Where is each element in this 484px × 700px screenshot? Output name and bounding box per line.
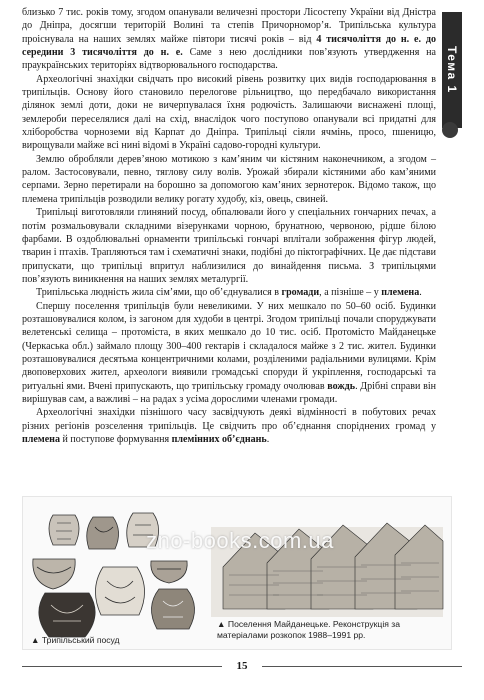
text-run: Археологічні знахідки пізнішого часу засвідчують деякі відмінності в побутових речах різних регіонів розселення трипільців. Це свідчить про об’єднання споріднених громад у: [22, 407, 436, 432]
text-run: . Дрібні справи він вирішував сам, а важливі – на радах з усіма дорослими членами громади.: [22, 380, 436, 405]
text-run: Трипільська людність жила сім’ями, що об’єднувалися в: [36, 287, 282, 299]
text-run: Спершу поселення трипільців були невеликими. У них мешкало по 50–60 осіб. Будинки розташовувалися колом, із загоном для худоби в центрі. Згодом трипільці почали споруджувати велетенські селища – протоміста, в яких мешкало до 10 тис. осіб. Протомісто Майданецьке (Черкаська обл.) займало площу 300–400 гектарів і складалося майже з 2 тис. жител. Будинки розташовувалися десятьма концентричними колами, розділеними радіальними вулицями. Крім двоповерхових жител, археологи виявили громадські споруди й укріплення, господарські та ритуальні ями. Вчені припускають, що трипільську громаду очолював: [22, 300, 436, 392]
page-number: 15: [236, 660, 248, 672]
bold-term: племінних об’єднань: [171, 434, 267, 445]
text-run: Трипільці виготовляли глиняний посуд, обпалювали його у спеціальних гончарних печах, а потім розмальовували складними візерунками чорною, брунатною, червоною, рідше білою фарбами. В оздоблювальні орнаменти трипільські гончарі вплітали зображення фігур людей, тварин і птахів. Трапляються там і схематичні знаки, подібні до піктографічних. Це дає підстави припускати, що трипільці впритул наблизилися до винайдення письма. З трипільцями пов’язують виникнення на наших землях металургії.: [22, 207, 436, 285]
paragraph: [22, 300, 436, 407]
paragraph: [22, 73, 436, 153]
text-run: , а пізніше – у: [319, 287, 382, 299]
text-run: Саме з нею дослідники пов’язують утвердження на праукраїнських територіях відтворювального господарства.: [22, 47, 436, 72]
paragraph: [22, 206, 436, 286]
paragraph: [22, 286, 436, 299]
text-run: близько 7 тис. років тому, згодом опанували величезні простори Лісостепу України від Дністра до Дніпра, досягши територій Волині та степів Причорномор’я. Трипільська культура проіснувала на наших землях майже півтори тисячі років – від: [22, 7, 436, 45]
body-text: [22, 6, 436, 446]
text-run: .: [266, 434, 270, 445]
paragraph: [22, 6, 436, 73]
text-run: Землю обробляли дерев’яною мотикою з кам’яним чи кістяним наконечником, а згодом – ралом. Застосовували, певно, тяглову силу волів. Урожай збирали кістяними або кам’яними серпами. Зерно перетирали на борошно за допомогою кам’яних зернотерок. Відомо також, що племена трипільців розводили велику рогату худобу, кіз, овець, свиней.: [22, 153, 436, 205]
caption-settlement: ▲ Поселення Майданецьке. Реконструкція за матеріалами розкопок 1988–1991 рр.: [217, 619, 401, 640]
bold-term: громади: [281, 287, 320, 299]
bold-term: вождь: [327, 380, 356, 392]
text-run: й поступове формування: [60, 434, 172, 445]
theme-tab-dot: [442, 122, 458, 138]
paragraph: [22, 153, 436, 206]
bold-term: племена: [381, 287, 420, 299]
caption-pottery: ▲ Трипільський посуд: [31, 635, 120, 645]
text-run: .: [419, 287, 422, 299]
text-run: Археологічні знахідки свідчать про високий рівень розвитку цих видів господарювання в трипільців. Основу його становило перелогове рільництво, що передбачало використання ділянок землі доти, доки не вичерпувалася їхня родючість. Залишаючи виснажені площі, землероби переселялися далі на схід, внаслідок чого поступово опанували всі придатні для хліборобства чорноземи від Карпат до Дніпра. Трипільці сіяли ячмінь, просо, пшеницю, вирощували майже всі нині відомі в Україні садово-городні культури.: [22, 73, 436, 152]
bold-term: 4 тисячоліття до н. е. до середини 3 тисячоліття до н. е.: [22, 33, 437, 59]
theme-tab-label: Тема 1: [445, 46, 459, 94]
watermark-text: zno-books.com.ua: [146, 528, 334, 553]
paragraph: [22, 406, 436, 446]
bold-term: племена: [22, 434, 60, 445]
illustration-panel: [22, 496, 452, 650]
theme-tab: [442, 12, 462, 128]
